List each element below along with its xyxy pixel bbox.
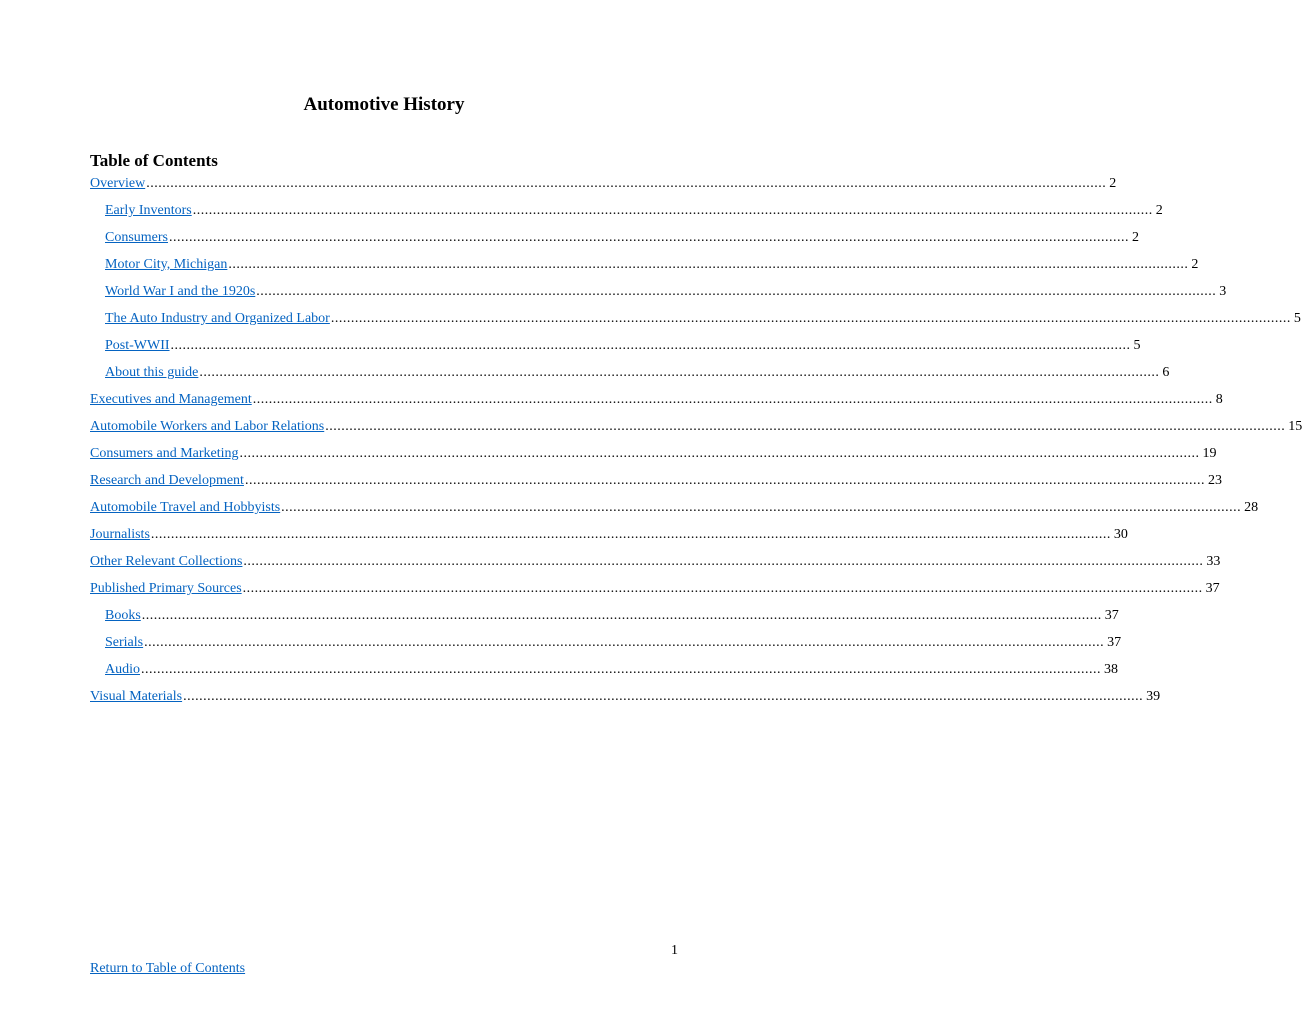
- toc-entry: [90, 390, 1223, 417]
- return-to-toc-link[interactable]: Return to Table of Contents: [90, 961, 246, 976]
- toc-entry: [90, 336, 1141, 363]
- toc-page-number: 23: [1207, 473, 1222, 488]
- toc-link-consumers-marketing[interactable]: Consumers and Marketing: [90, 446, 239, 461]
- toc-list: [90, 174, 1302, 714]
- toc-entry: [90, 282, 1227, 309]
- toc-link-visual-materials[interactable]: Visual Materials: [90, 689, 183, 704]
- toc-leader: ................................................................................................................................................................................................................................................: [228, 257, 1189, 272]
- toc-link-books[interactable]: Books: [105, 608, 141, 623]
- toc-leader: ................................................................................................................................................................................................................................................: [256, 284, 1217, 299]
- toc-page-number: 39: [1146, 689, 1161, 704]
- toc-entry: [90, 471, 1222, 498]
- toc-entry: [90, 633, 1122, 660]
- toc-page-number: 3: [1219, 284, 1227, 299]
- toc-page-number: 2: [1109, 176, 1117, 191]
- toc-leader: ................................................................................................................................................................................................................................................: [199, 365, 1160, 380]
- toc-entry: [90, 606, 1119, 633]
- toc-leader: ................................................................................................................................................................................................................................................: [141, 662, 1101, 677]
- toc-leader: ................................................................................................................................................................................................................................................: [281, 500, 1242, 515]
- toc-link-early-inventors[interactable]: Early Inventors: [105, 203, 192, 218]
- toc-page-number: 2: [1191, 257, 1199, 272]
- page-number: 1: [671, 943, 678, 958]
- toc-leader: ................................................................................................................................................................................................................................................: [146, 176, 1107, 191]
- toc-entry: [90, 228, 1139, 255]
- toc-link-workers-labor-relations[interactable]: Automobile Workers and Labor Relations: [90, 419, 325, 434]
- toc-page-number: 37: [1205, 581, 1220, 596]
- toc-heading: Table of Contents: [90, 151, 218, 170]
- toc-link-journalists[interactable]: Journalists: [90, 527, 150, 542]
- toc-link-motor-city-michigan[interactable]: Motor City, Michigan: [105, 257, 228, 272]
- toc-leader: ................................................................................................................................................................................................................................................: [141, 608, 1102, 623]
- toc-entry: [90, 201, 1163, 228]
- toc-page-number: 2: [1132, 230, 1139, 245]
- toc-page-number: 28: [1244, 500, 1259, 515]
- toc-leader: ................................................................................................................................................................................................................................................: [183, 689, 1144, 704]
- toc-page-number: 5: [1133, 338, 1141, 353]
- toc-entry: [90, 552, 1221, 579]
- toc-entry: [90, 525, 1128, 552]
- toc-link-about-this-guide[interactable]: About this guide: [105, 365, 199, 380]
- toc-link-world-war-i[interactable]: World War I and the 1920s: [105, 284, 256, 299]
- toc-page-number: 8: [1215, 392, 1223, 407]
- toc-page-number: 37: [1107, 635, 1122, 650]
- toc-entry: [90, 660, 1118, 687]
- toc-page-number: 5: [1293, 311, 1301, 326]
- document-title: Automotive History: [303, 94, 465, 115]
- toc-entry: [90, 498, 1259, 525]
- toc-link-post-wwii[interactable]: Post-WWII: [105, 338, 170, 353]
- toc-entry: [90, 255, 1199, 282]
- toc-leader: ................................................................................................................................................................................................................................................: [244, 473, 1205, 488]
- toc-leader: ................................................................................................................................................................................................................................................: [169, 230, 1129, 245]
- toc-entry: [90, 444, 1217, 471]
- toc-leader: ................................................................................................................................................................................................................................................: [325, 419, 1286, 434]
- toc-page-number: 15: [1288, 419, 1302, 434]
- toc-leader: ................................................................................................................................................................................................................................................: [330, 311, 1291, 326]
- toc-link-audio[interactable]: Audio: [105, 662, 140, 677]
- toc-entry: [90, 417, 1302, 444]
- toc-page-number: 33: [1206, 554, 1221, 569]
- toc-leader: ................................................................................................................................................................................................................................................: [239, 446, 1200, 461]
- toc-link-travel-hobbyists[interactable]: Automobile Travel and Hobbyists: [90, 500, 281, 515]
- toc-link-research-development[interactable]: Research and Development: [90, 473, 244, 488]
- toc-link-consumers[interactable]: Consumers: [105, 230, 168, 245]
- toc-leader: ................................................................................................................................................................................................................................................: [170, 338, 1131, 353]
- toc-entry: [90, 687, 1161, 714]
- toc-entry: [90, 174, 1117, 201]
- toc-entry: [90, 363, 1170, 390]
- toc-link-executives-management[interactable]: Executives and Management: [90, 392, 252, 407]
- toc-leader: ................................................................................................................................................................................................................................................: [150, 527, 1111, 542]
- toc-entry: [90, 579, 1220, 606]
- toc-link-other-collections[interactable]: Other Relevant Collections: [90, 554, 243, 569]
- toc-entry: [90, 309, 1301, 336]
- toc-page-number: 38: [1104, 662, 1118, 677]
- toc-link-auto-industry-labor[interactable]: The Auto Industry and Organized Labor: [105, 311, 330, 326]
- toc-link-overview[interactable]: Overview: [90, 176, 146, 191]
- toc-page-number: 6: [1162, 365, 1170, 380]
- toc-leader: ................................................................................................................................................................................................................................................: [243, 554, 1204, 569]
- toc-leader: ................................................................................................................................................................................................................................................: [252, 392, 1213, 407]
- toc-leader: ................................................................................................................................................................................................................................................: [192, 203, 1153, 218]
- toc-leader: ................................................................................................................................................................................................................................................: [242, 581, 1203, 596]
- toc-link-published-primary-sources[interactable]: Published Primary Sources: [90, 581, 242, 596]
- toc-link-serials[interactable]: Serials: [105, 635, 144, 650]
- toc-page-number: 19: [1202, 446, 1217, 461]
- toc-page-number: 2: [1155, 203, 1163, 218]
- toc-page-number: 37: [1104, 608, 1119, 623]
- toc-leader: ................................................................................................................................................................................................................................................: [144, 635, 1105, 650]
- toc-page-number: 30: [1113, 527, 1128, 542]
